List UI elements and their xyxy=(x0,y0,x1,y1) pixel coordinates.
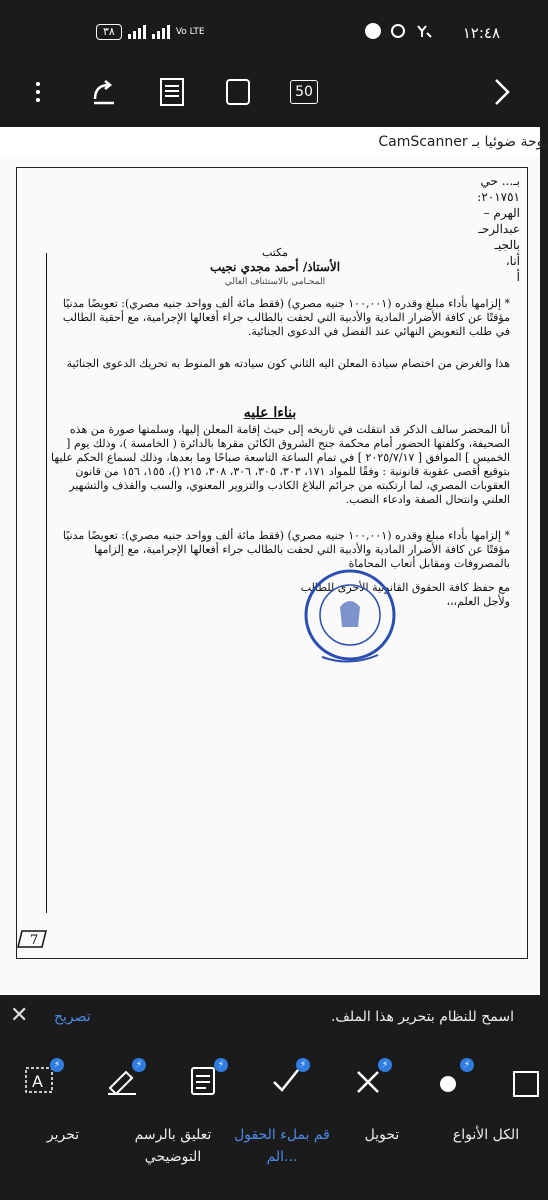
lightning-icon: ⚡ xyxy=(132,1058,146,1072)
edit-permission-bar xyxy=(0,995,540,1043)
fragment-line: أنا، xyxy=(505,254,520,268)
form-tool[interactable] xyxy=(184,1058,228,1102)
alarm-icon xyxy=(415,23,433,39)
page-number-badge xyxy=(14,927,50,949)
page-number-text: 7 xyxy=(30,933,39,948)
lightning-icon: ⚡ xyxy=(378,1058,392,1072)
more-options-icon[interactable] xyxy=(28,76,48,108)
text-box-tool[interactable] xyxy=(20,1058,64,1102)
fragment-line: بالجيـ xyxy=(494,238,520,252)
banner-text: CamScanner ـوحة ضوئيا بـ xyxy=(378,134,548,150)
camera-icon xyxy=(391,24,405,38)
tool-labels xyxy=(0,1112,540,1200)
header-fragments xyxy=(477,173,520,285)
checkmark-tool[interactable] xyxy=(266,1058,310,1102)
paragraph-rights: مع حفظ كافة الحقوق القانونية الأخرى للطالب xyxy=(300,581,510,594)
whatsapp-icon xyxy=(365,23,381,39)
lightning-icon: ⚡ xyxy=(214,1058,228,1072)
svg-text:A: A xyxy=(32,1072,43,1091)
status-icons xyxy=(365,23,433,39)
battery-indicator: ٣٨ xyxy=(96,24,122,40)
signal-icon xyxy=(128,25,146,39)
volte-label: Vo LTE xyxy=(175,26,205,37)
fullscreen-icon[interactable] xyxy=(224,76,252,108)
signal-icon-2 xyxy=(152,25,170,39)
lawyer-name: الأستاذ/ أحمد مجدي نجيب xyxy=(209,260,341,274)
top-toolbar xyxy=(0,62,540,122)
page-count: 50 xyxy=(290,80,318,104)
heading-text: بناءا عليه xyxy=(243,405,297,421)
paragraph-purpose: هذا والغرض من اختصام سيادة المعلن اليه الثاني كون سيادته هو المنوط به تحريك الدعوى الجنائية xyxy=(66,357,510,370)
status-bar xyxy=(0,0,540,62)
paragraph-claim-1: * إلزامها بأداء مبلغ وقدره (١٠٠,٠٠١ جنيه مصري) (فقط مائة ألف وواحد جنيه مصري): تعويضًا مدنيًا مؤقتًا عن كافة الأضرار المادية والأدبية التي لحقت بالطالب جراء أفعالها الإجرامية، مع أحقية الطالب في طلب التعويض النهائي عند الفصل في الدعوى الجنائية. xyxy=(62,297,510,338)
fragment-line: بـ... حي xyxy=(480,174,520,188)
lightning-icon: ⚡ xyxy=(50,1058,64,1072)
document-page[interactable] xyxy=(0,157,540,995)
rectangle-tool[interactable] xyxy=(500,1058,540,1102)
page-count-button[interactable] xyxy=(290,76,318,108)
paragraph-claim-2: * إلزامها بأداء مبلغ وقدره (١٠٠,٠٠١ جنيه مصري) (فقط مائة ألف وواحد جنيه مصري): تعويضًا مدنيًا مؤقتًا عن كافة الأضرار المادية والأدبية التي لحقت بالطالب جراء أفعالها الإجرامية، مع إلزامها بالمصروفات ومقابل أتعاب المحاماة xyxy=(62,529,510,570)
forward-chevron-icon[interactable] xyxy=(488,76,516,108)
annotation-tools xyxy=(0,1050,540,1110)
fragment-line: عبدالرحـ xyxy=(478,222,520,236)
tab-convert[interactable]: تحويل xyxy=(364,1127,400,1143)
section-heading xyxy=(0,405,540,421)
clock: ١٢:٤٨ xyxy=(462,24,500,42)
lightning-icon: ⚡ xyxy=(296,1058,310,1072)
reading-mode-icon[interactable] xyxy=(158,76,186,108)
lawyer-title: المحـامي بالاستئناف العالي xyxy=(224,277,326,287)
fragment-line: أ xyxy=(516,270,520,284)
office-label: مكتب xyxy=(261,246,289,259)
tab-fill-fields[interactable]: قم بملء الحقول الم... xyxy=(234,1127,330,1165)
share-icon[interactable] xyxy=(88,76,120,108)
lightning-icon: ⚡ xyxy=(460,1058,474,1072)
dot-tool[interactable] xyxy=(430,1058,474,1102)
cross-tool[interactable] xyxy=(348,1058,392,1102)
official-seal xyxy=(302,567,398,663)
allow-button[interactable]: تصريح xyxy=(54,1009,91,1025)
camscanner-banner xyxy=(0,127,548,157)
paragraph-closing: ولأجل العلم،،، xyxy=(446,595,510,608)
permission-message: اسمح للنظام بتحرير هذا الملف. xyxy=(330,1009,514,1025)
tab-comment-drawing[interactable]: تعليق بالرسم التوضيحي xyxy=(134,1127,212,1165)
status-left xyxy=(96,24,205,40)
fragment-line: الهرم – xyxy=(483,206,520,220)
lawyer-header xyxy=(205,245,345,290)
close-icon[interactable]: ✕ xyxy=(10,1003,29,1028)
paragraph-summons: أنا المحضر سالف الذكر قد انتقلت في تاريخه إلى حيث إقامة المعلن إليها، وسلمتها صورة من هذه الصحيفة، وكلفتها الحضور أمام محكمة جنح الشروق الكائن مقرها بالدائرة ( الخامسة )، وذلك يوم [ الخميس ] الموافق [ ٢٠٢٥/٧/١٧ ] في تمام الساعة التاسعة صباحًا وما بعدها، وذلك لسماع الحكم عليها بتوقيع أقصى عقوبة قانونية : وفقًا للمواد ١٧١، ٣٠٣، ٣٠٥، ٣٠٦، ٣٠٨، ٢١٥ ()، ١٥٥، ١٥٦ من قانون العقوبات المصري، لما ارتكبته من جرائم البلاغ الكاذب والتزوير المعنوي، والسب والقذف والتشهير العلني وانتحال الصفة وادعاء النصب. xyxy=(51,423,510,506)
fragment-line: ٢٠١٧٥١: xyxy=(477,190,520,204)
pen-tool[interactable] xyxy=(102,1058,146,1102)
tab-all-types[interactable]: الكل الأنواع xyxy=(452,1127,520,1143)
tab-edit[interactable]: تحرير xyxy=(46,1127,80,1143)
